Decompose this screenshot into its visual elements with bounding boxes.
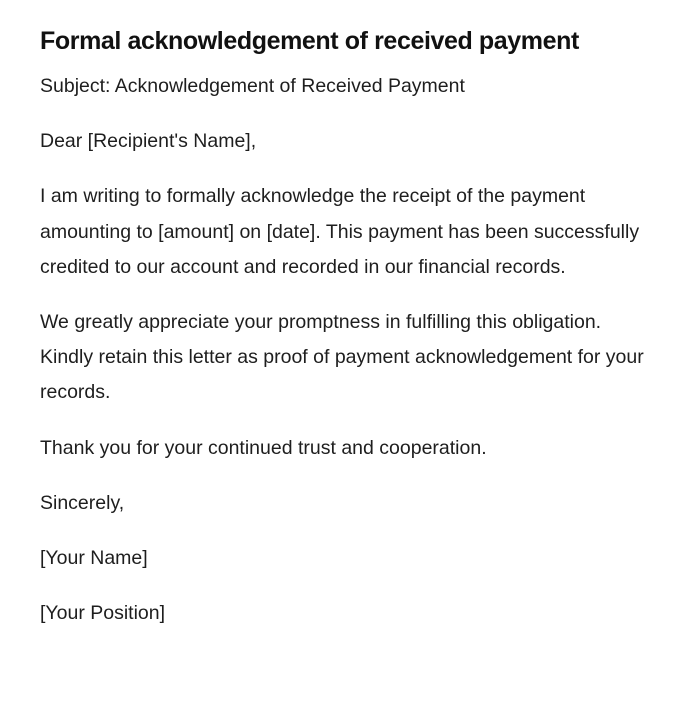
closing: Sincerely, [40, 491, 125, 514]
signer-name: [Your Name] [40, 547, 148, 570]
document-title: Formal acknowledgement of received payment [40, 27, 579, 55]
body-paragraph-2: We greatly appreciate your promptness in fulfilling this obligation. Kindly retain this letter as proof of payment acknowledgement for your records. [40, 311, 644, 404]
letter-document [40, 24, 650, 631]
body-paragraph-3: Thank you for your continued trust and cooperation. [40, 436, 487, 459]
salutation: Dear [Recipient's Name], [40, 130, 257, 153]
subject-line: Subject: Acknowledgement of Received Payment [40, 75, 465, 97]
body-paragraph-1: I am writing to formally acknowledge the receipt of the payment amounting to [amount] on [date]. This payment has been successfully credited to our account and recorded in our financial records. [40, 185, 640, 278]
signer-position: [Your Position] [40, 602, 166, 625]
